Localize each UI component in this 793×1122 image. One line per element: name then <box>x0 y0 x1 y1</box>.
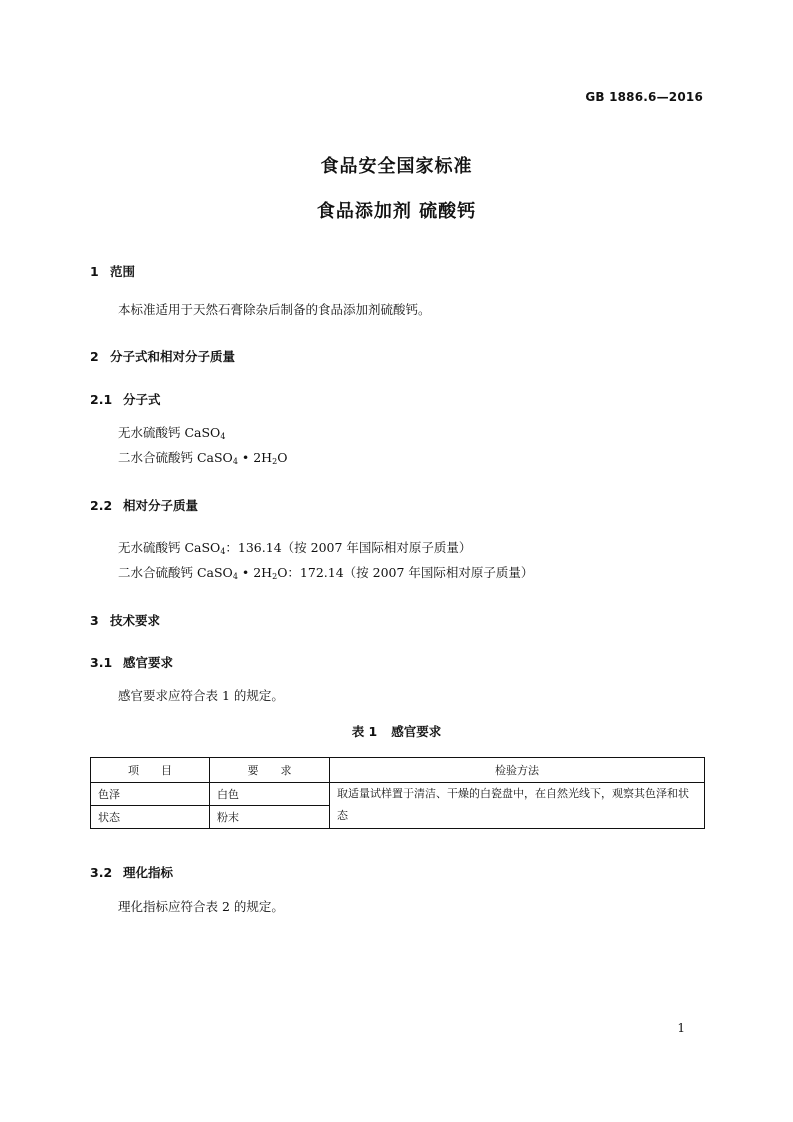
section-number: 3 <box>90 613 99 628</box>
section-2-2-heading <box>90 496 198 514</box>
page-number: 1 <box>677 1021 685 1035</box>
standard-code: GB 1886.6—2016 <box>585 90 703 104</box>
section-number: 2.1 <box>90 392 113 407</box>
section-number: 3.1 <box>90 655 113 670</box>
sensory-requirements-table <box>90 757 705 829</box>
section-3-1-heading <box>90 653 173 671</box>
header-requirement: 要 求 <box>210 758 330 783</box>
section-1-text: 本标准适用于天然石膏除杂后制备的食品添加剂硫酸钙。 <box>118 302 431 317</box>
row-item: 状态 <box>91 806 210 829</box>
header-item: 项 目 <box>91 758 210 783</box>
section-number: 3.2 <box>90 865 113 880</box>
section-title: 技术要求 <box>110 613 161 628</box>
section-title: 分子式 <box>123 392 161 407</box>
section-number: 2.2 <box>90 498 113 513</box>
formula-anhydrous: 无水硫酸钙 CaSO$_4$ <box>118 425 226 441</box>
section-number: 2 <box>90 349 99 364</box>
section-2-1-heading <box>90 390 161 408</box>
table-title: 感官要求 <box>391 724 442 739</box>
mass-anhydrous: 无水硫酸钙 CaSO$_4$：136.14（按 2007 年国际相对原子质量） <box>118 540 472 556</box>
section-2-heading <box>90 347 235 365</box>
row-item: 色泽 <box>91 783 210 806</box>
formula-dihydrate: 二水合硫酸钙 CaSO$_4$ • $2H_2O$ <box>118 450 288 466</box>
section-3-2-heading <box>90 863 173 881</box>
section-title: 感官要求 <box>123 655 174 670</box>
row-requirement: 粉末 <box>210 806 330 829</box>
table-1-caption <box>0 722 793 740</box>
document-title: 食品安全国家标准 <box>320 156 473 177</box>
row-method: 取适量试样置于清洁、干燥的白瓷盘中，在自然光线下，观察其色泽和状态 <box>330 783 705 829</box>
header-method: 检验方法 <box>330 758 705 783</box>
section-title: 分子式和相对分子质量 <box>110 349 236 364</box>
section-1-heading <box>90 262 135 280</box>
section-title: 相对分子质量 <box>123 498 199 513</box>
section-number: 1 <box>90 264 99 279</box>
section-3-2-text: 理化指标应符合表 2 的规定。 <box>118 899 284 914</box>
section-title: 理化指标 <box>123 865 174 880</box>
table-row <box>91 783 705 806</box>
table-number: 表 1 <box>351 724 378 739</box>
section-3-heading <box>90 611 160 629</box>
row-requirement: 白色 <box>210 783 330 806</box>
document-subtitle: 食品添加剂 硫酸钙 <box>316 201 477 222</box>
mass-dihydrate: 二水合硫酸钙 CaSO$_4$ • $2H_2O$：172.14（按 2007 年国际相对原子质量） <box>118 565 534 581</box>
table-header-row <box>91 758 705 783</box>
section-title: 范围 <box>110 264 136 279</box>
section-3-1-text: 感官要求应符合表 1 的规定。 <box>118 688 284 703</box>
